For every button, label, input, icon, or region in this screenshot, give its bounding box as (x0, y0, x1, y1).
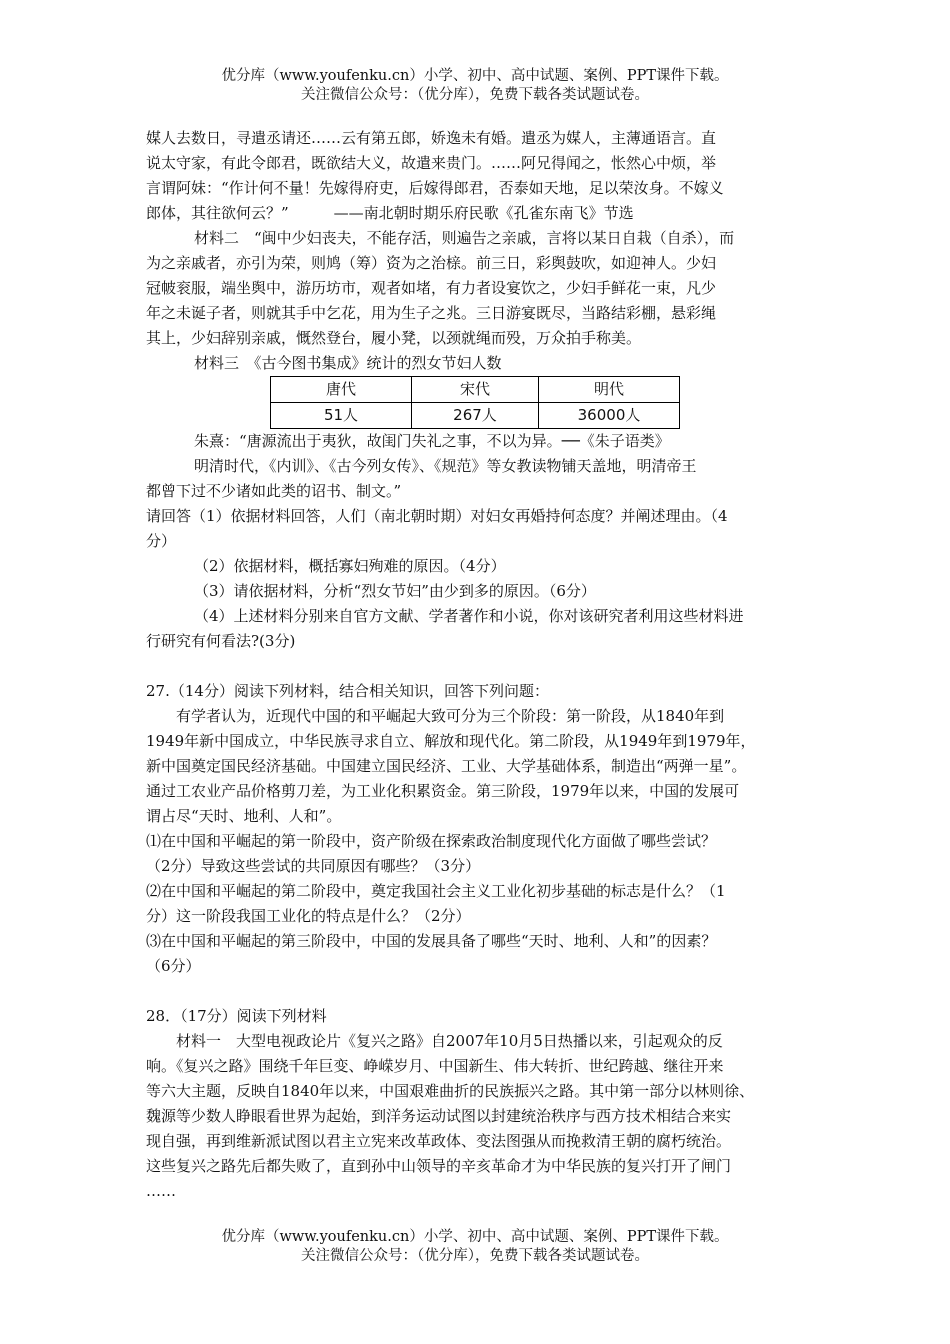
question-27-title: 27.（14分）阅读下列材料，结合相关知识，回答下列问题： (146, 682, 549, 700)
ming-qing-quote: 明清时代，《内训》、《古今列女传》、《规范》等女教读物铺天盖地，明清帝王 (194, 457, 697, 475)
question-28-passage: 现自强，再到维新派试图以君主立宪来改革政体、变法图强从而挽救清王朝的腐朽统治。 (146, 1132, 732, 1150)
question-28-passage: 等六大主题，反映自1840年以来，中国艰难曲折的民族振兴之路。其中第一部分以林则徐、 (146, 1082, 755, 1100)
zhuxi-quote: 朱熹：“唐源流出于夷狄，故闺门失礼之事，不以为异。──《朱子语类》 (194, 432, 670, 450)
document-body (146, 126, 810, 1204)
question-27-subquestion: ⑶在中国和平崛起的第三阶段中，中国的发展具备了哪些“天时、地利、人和”的因素？ (146, 932, 717, 950)
question-26-2: （2）依据材料，概括寡妇殉难的原因。（4分） (194, 557, 506, 575)
question-28-passage: 魏源等少数人睁眼看世界为起始，到洋务运动试图以封建统治秩序与西方技术相结合来实 (146, 1107, 732, 1125)
table-header-cell: 宋代 (412, 377, 539, 403)
question-26-4: （4）上述材料分别来自官方文献、学者著作和小说，你对该研究者利用这些材料进 (194, 607, 744, 625)
question-27-passage: 通过工农业产品价格剪刀差，为工业化积累资金。第三阶段，1979年以来，中国的发展可 (146, 782, 740, 800)
material1-line: 郎体，其往欲何云？” ——南北朝时期乐府民歌《孔雀东南飞》节选 (146, 204, 634, 222)
ming-qing-quote: 都曾下过不少诸如此类的诏书、制文。” (146, 482, 402, 500)
material1-line: 媒人去数日，寻遣丞请还……云有第五郎，娇逸未有婚。遣丞为媒人，主薄通语言。直 (146, 129, 717, 147)
page-header (0, 67, 950, 105)
question-27-passage: 1949年新中国成立，中华民族寻求自立、解放和现代化。第二阶段，从1949年到1979年， (146, 732, 756, 750)
footer-line-2: 关注微信公众号：（优分库），免费下载各类试题试卷。 (301, 1248, 649, 1264)
question-27-passage: 有学者认为，近现代中国的和平崛起大致可分为三个阶段：第一阶段，从1840年到 (176, 707, 725, 725)
question-28-passage: 响。《复兴之路》围绕千年巨变、峥嵘岁月、中国新生、伟大转折、世纪跨越、继往开来 (146, 1057, 724, 1075)
page-footer (0, 1228, 950, 1266)
question-26-1: 分） (146, 532, 177, 550)
material2-line: 年之未诞子者，则就其手中乞花，用为生子之兆。三日游宴既尽，当路结彩棚，悬彩绳 (146, 304, 717, 322)
material2-line: 其上，少妇辞别亲戚，慨然登台，履小凳，以颈就绳而殁，万众拍手称美。 (146, 329, 642, 347)
material1-line: 言谓阿妹：“作计何不量！先嫁得府吏，后嫁得郎君，否泰如天地，足以荣汝身。不嫁义 (146, 179, 724, 197)
table-header-row (271, 377, 680, 403)
material2-line: 为之亲戚者，亦引为荣，则鸠（筹）资为之治榇。前三日，彩舆鼓吹，如迎神人。少妇 (146, 254, 717, 272)
question-27-passage: 新中国奠定国民经济基础。中国建立国民经济、工业、大学基础体系，制造出“两弹一星”。 (146, 757, 747, 775)
statistics-table (270, 376, 680, 429)
material2-line: 材料二 “闽中少妇丧夫，不能存活，则遍告之亲戚，言将以某日自栽（自杀），而 (194, 229, 735, 247)
question-27-subquestion: （2分）导致这些尝试的共同原因有哪些？（3分） (146, 857, 481, 875)
table-cell: 267人 (412, 403, 539, 429)
header-line-2: 关注微信公众号：（优分库），免费下载各类试题试卷。 (301, 87, 649, 103)
table-cell: 51人 (271, 403, 412, 429)
question-27-subquestion: ⑵在中国和平崛起的第二阶段中，奠定我国社会主义工业化初步基础的标志是什么？（1 (146, 882, 726, 900)
question-26-1: 请回答（1）依据材料回答，人们（南北朝时期）对妇女再婚持何态度？并阐述理由。（4 (146, 507, 728, 525)
table-header-cell: 唐代 (271, 377, 412, 403)
question-28-passage: …… (146, 1182, 176, 1200)
table-header-cell: 明代 (539, 377, 680, 403)
material1-line: 说太守家，有此令郎君，既欲结大义，故遣来贵门。……阿兄得闻之，怅然心中烦，举 (146, 154, 717, 172)
question-28-title: 28．（17分）阅读下列材料 (146, 1007, 327, 1025)
header-line-1: 优分库（www.youfenku.cn）小学、初中、高中试题、案例、PPT课件下载。 (221, 68, 729, 84)
material2-line: 冠帔衮服，端坐舆中，游历坊市，观者如堵，有力者设宴饮之，少妇手鲜花一束，凡少 (146, 279, 717, 297)
table-row (271, 403, 680, 429)
question-26-4: 行研究有何看法?(3分) (146, 632, 296, 650)
question-27-passage: 谓占尽“天时、地利、人和”。 (146, 807, 342, 825)
question-28-passage: 材料一 大型电视政论片《复兴之路》自2007年10月5日热播以来，引起观众的反 (176, 1032, 723, 1050)
question-28-passage: 这些复兴之路先后都失败了，直到孙中山领导的辛亥革命才为中华民族的复兴打开了闸门 (146, 1157, 732, 1175)
table-cell: 36000人 (539, 403, 680, 429)
question-27-subquestion: （6分） (146, 957, 201, 975)
question-26-3: （3）请依据材料，分析“烈女节妇”由少到多的原因。（6分） (194, 582, 596, 600)
material3-title: 材料三 《古今图书集成》统计的烈女节妇人数 (194, 354, 502, 372)
footer-line-1: 优分库（www.youfenku.cn）小学、初中、高中试题、案例、PPT课件下载。 (221, 1229, 729, 1245)
question-27-subquestion: ⑴在中国和平崛起的第一阶段中，资产阶级在探索政治制度现代化方面做了哪些尝试？ (146, 832, 717, 850)
question-27-subquestion: 分）这一阶段我国工业化的特点是什么？（2分） (146, 907, 471, 925)
